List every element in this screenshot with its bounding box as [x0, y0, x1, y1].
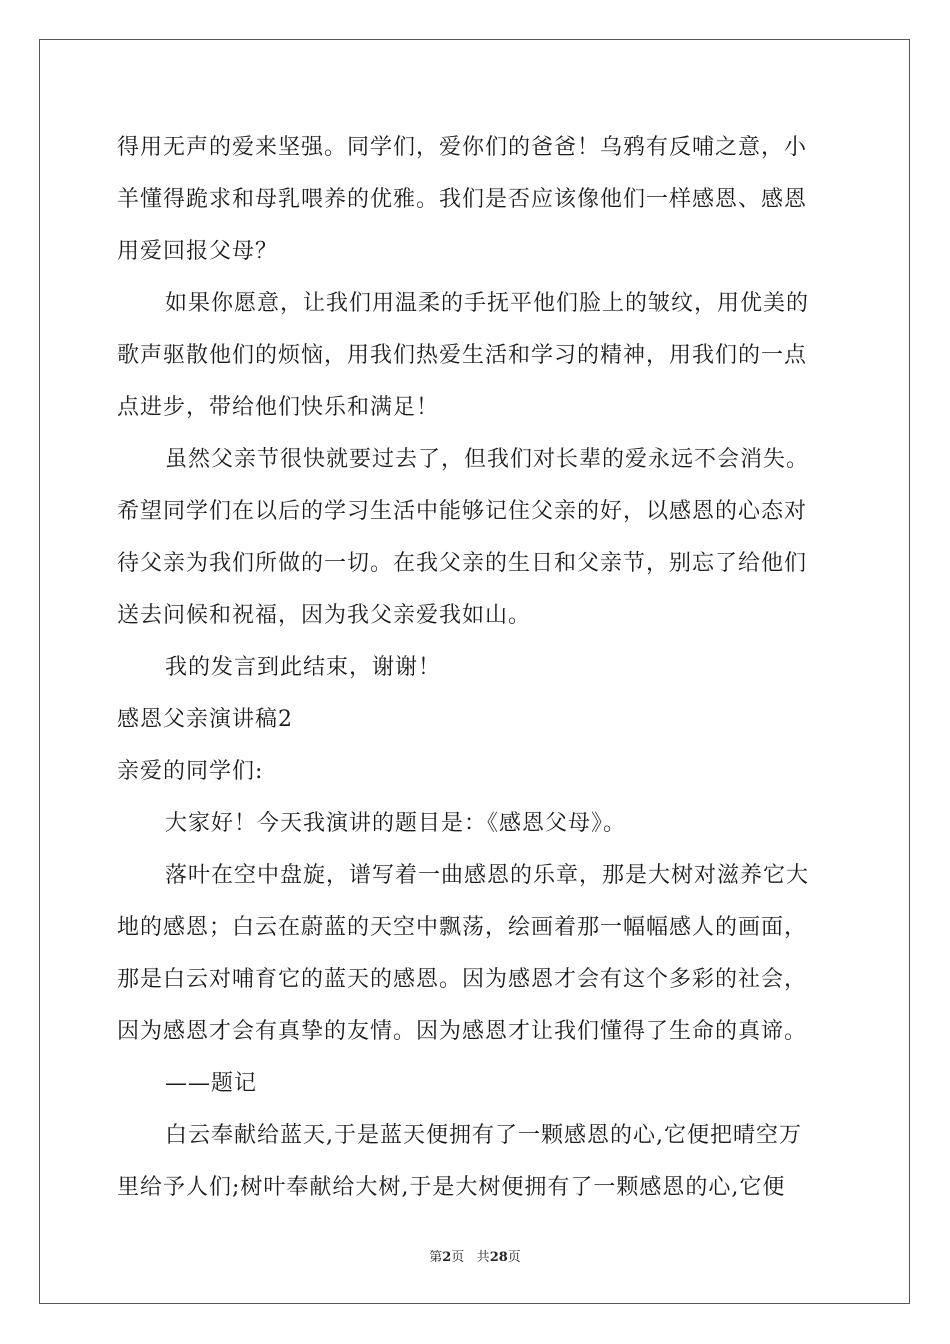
text-line: 地的感恩；白云在蔚蓝的天空中飘荡，绘画着那一幅幅感人的画面，	[117, 915, 808, 940]
total-prefix: 共	[476, 1250, 490, 1265]
text-line: 因为感恩才会有真挚的友情。因为感恩才让我们懂得了生命的真谛。	[117, 1019, 808, 1044]
text-line: 落叶在空中盘旋，谱写着一曲感恩的乐章，那是大树对滋养它大	[165, 863, 810, 888]
text-line: 送去问候和祝福，因为我父亲爱我如山。	[117, 603, 532, 628]
total-pages: 28	[489, 1250, 508, 1265]
text-line: 大家好！今天我演讲的题目是：《感恩父母》。	[165, 811, 627, 836]
text-line: 白云奉献给蓝天,于是蓝天便拥有了一颗感恩的心,它便把晴空万	[165, 1123, 802, 1148]
text-line: 我的发言到此结束，谢谢！	[165, 655, 442, 680]
total-suffix: 页	[507, 1250, 521, 1265]
text-line: 那是白云对哺育它的蓝天的感恩。因为感恩才会有这个多彩的社会，	[117, 967, 808, 992]
text-line: 得用无声的爱来坚强。同学们，爱你们的爸爸！乌鸦有反哺之意，小	[117, 135, 808, 160]
text-line: 虽然父亲节很快就要过去了，但我们对长辈的爱永远不会消失。	[165, 447, 810, 472]
page-footer	[0, 1246, 950, 1265]
text-line: 用爱回报父母？	[117, 239, 279, 264]
section-heading: 感恩父亲演讲稿2	[117, 707, 293, 732]
text-line: 歌声驱散他们的烦恼，用我们热爱生活和学习的精神，用我们的一点	[117, 343, 808, 368]
page-prefix: 第	[429, 1250, 443, 1265]
text-line: 待父亲为我们所做的一切。在我父亲的生日和父亲节，别忘了给他们	[117, 551, 808, 576]
text-line: 点进步，带给他们快乐和满足！	[117, 395, 440, 420]
text-line: 如果你愿意，让我们用温柔的手抚平他们脸上的皱纹，用优美的	[165, 291, 810, 316]
page-number: 2	[442, 1250, 452, 1265]
text-line: 里给予人们;树叶奉献给大树,于是大树便拥有了一颗感恩的心,它便	[117, 1175, 786, 1200]
salutation: 亲爱的同学们:	[117, 759, 264, 784]
epigraph-attribution: ——题记	[165, 1071, 258, 1096]
text-line: 希望同学们在以后的学习生活中能够记住父亲的好，以感恩的心态对	[117, 499, 808, 524]
page-suffix: 页	[451, 1250, 465, 1265]
text-line: 羊懂得跪求和母乳喂养的优雅。我们是否应该像他们一样感恩、感恩	[117, 187, 808, 212]
document-body	[117, 128, 837, 1220]
